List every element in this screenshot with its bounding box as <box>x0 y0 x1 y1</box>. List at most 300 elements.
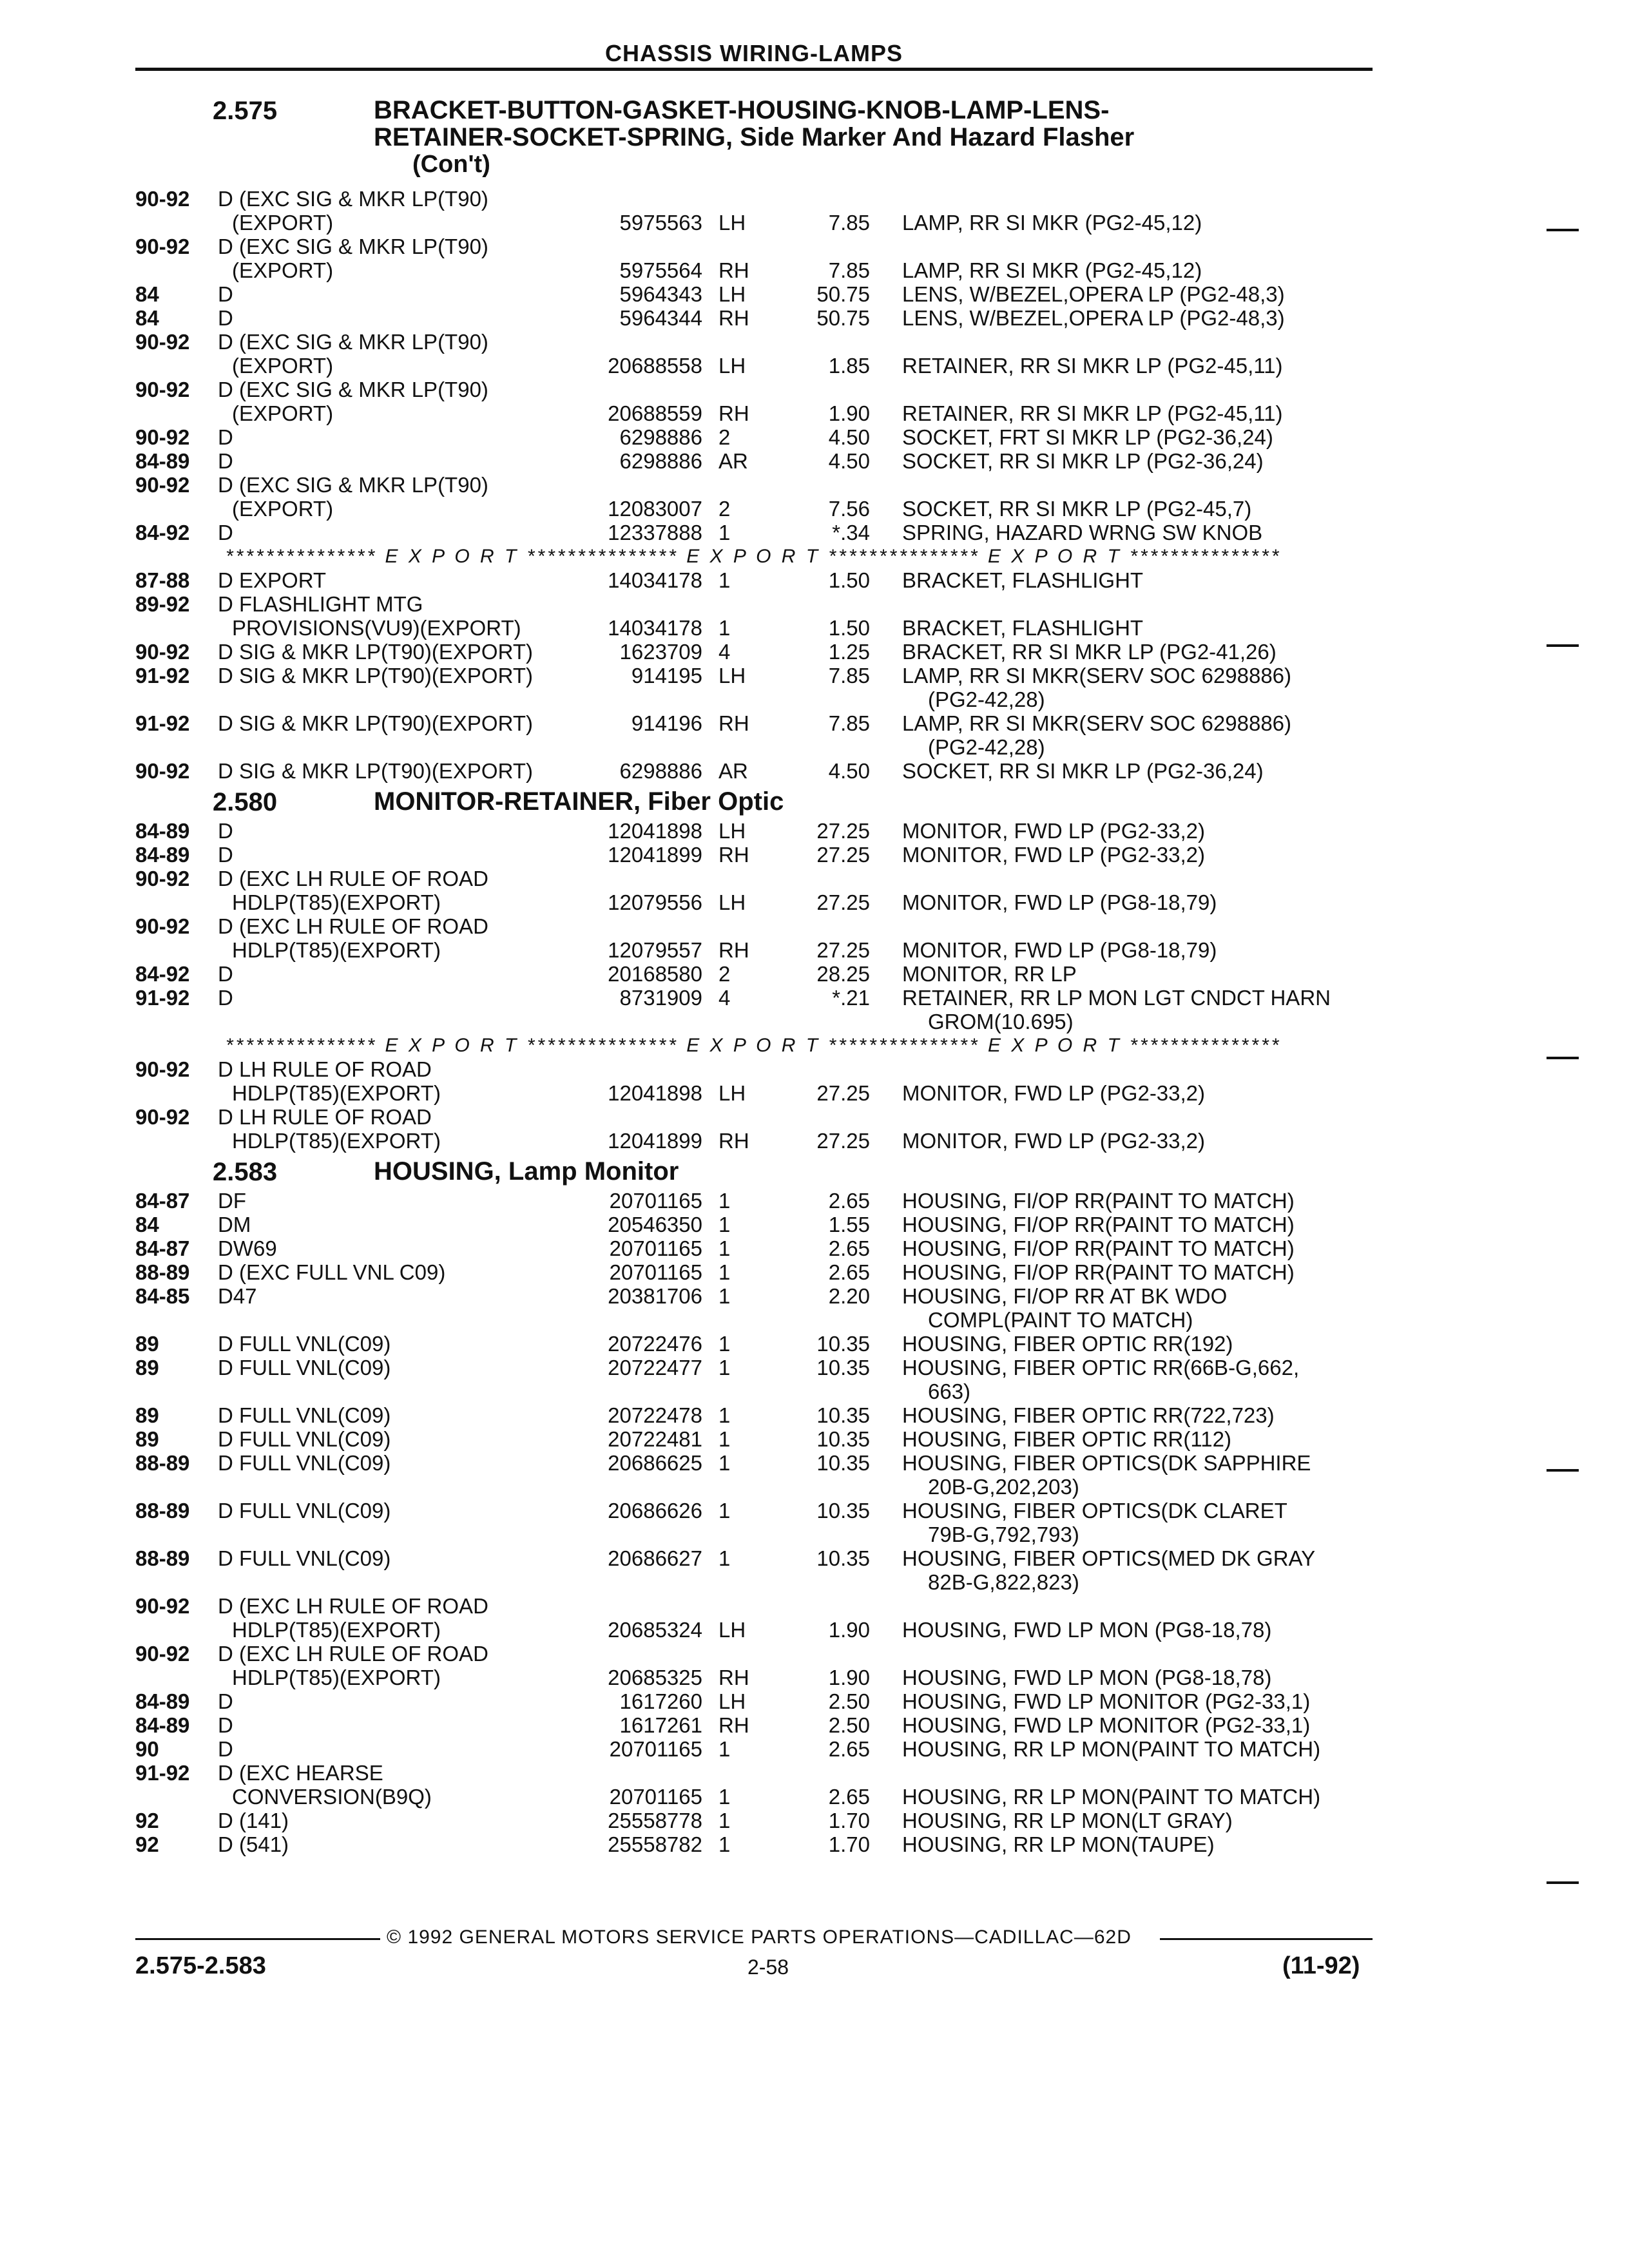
part-number: 5964344 <box>619 306 702 330</box>
part-name: LENS, W/BEZEL,OPERA LP (PG2-48,3) <box>902 282 1285 306</box>
part-name: BRACKET, FLASHLIGHT <box>902 616 1144 640</box>
usage-description: D FLASHLIGHT MTG <box>218 592 423 616</box>
usage-description-cont: HDLP(T85)(EXPORT) <box>232 1129 441 1153</box>
usage-description: D FULL VNL(C09) <box>218 1332 391 1356</box>
usage-description: D FULL VNL(C09) <box>218 1451 391 1475</box>
usage-description: D FULL VNL(C09) <box>218 1427 391 1451</box>
table-row <box>0 187 1629 235</box>
part-name: BRACKET, RR SI MKR LP (PG2-41,26) <box>902 640 1277 664</box>
table-row <box>0 1809 1629 1832</box>
table-row <box>0 843 1629 867</box>
model-years: 90-92 <box>135 330 190 354</box>
part-name: SOCKET, RR SI MKR LP (PG2-36,24) <box>902 449 1264 473</box>
usage-description: D (EXC LH RULE OF ROAD <box>218 1642 488 1666</box>
part-name-cont: 79B-G,792,793) <box>928 1523 1079 1546</box>
part-number: 6298886 <box>619 425 702 449</box>
table-row <box>0 1403 1629 1427</box>
quantity: RH <box>718 711 749 735</box>
part-number: 20722476 <box>608 1332 702 1356</box>
usage-description: D LH RULE OF ROAD <box>218 1105 432 1129</box>
quantity: LH <box>718 1618 746 1642</box>
quantity: LH <box>718 282 746 306</box>
separator-space <box>519 1035 526 1056</box>
price: 4.50 <box>828 449 870 473</box>
table-row <box>0 592 1629 640</box>
usage-description: D <box>218 819 233 843</box>
part-number: 25558778 <box>608 1809 702 1832</box>
part-number: 1617261 <box>619 1713 702 1737</box>
separator-space <box>519 546 526 567</box>
margin-tick <box>1547 1469 1579 1472</box>
section-subtitle: Lamp Monitor <box>508 1157 679 1186</box>
quantity: 1 <box>718 1260 731 1284</box>
price: 27.25 <box>816 938 870 962</box>
section-number: 2.575 <box>213 97 278 125</box>
part-name-cont: (PG2-42,28) <box>928 687 1045 711</box>
usage-description-cont: HDLP(T85)(EXPORT) <box>232 1081 441 1105</box>
model-years: 90-92 <box>135 1594 190 1618</box>
part-number: 1623709 <box>619 640 702 664</box>
part-number: 6298886 <box>619 449 702 473</box>
section-heading <box>0 788 1629 819</box>
part-name: HOUSING, FIBER OPTIC RR(112) <box>902 1427 1231 1451</box>
section-heading <box>0 1158 1629 1189</box>
part-name: HOUSING, RR LP MON(LT GRAY) <box>902 1809 1233 1832</box>
usage-description: DF <box>218 1189 246 1213</box>
quantity: LH <box>718 819 746 843</box>
header-rule <box>135 68 1373 71</box>
price: 28.25 <box>816 962 870 986</box>
price: 1.90 <box>828 1618 870 1642</box>
usage-description: D47 <box>218 1284 257 1308</box>
quantity: 1 <box>718 1236 731 1260</box>
part-name: HOUSING, FWD LP MON (PG8-18,78) <box>902 1618 1272 1642</box>
usage-description-cont: CONVERSION(B9Q) <box>232 1785 432 1809</box>
usage-description: D SIG & MKR LP(T90)(EXPORT) <box>218 664 533 687</box>
model-years: 90 <box>135 1737 159 1761</box>
price: 2.65 <box>828 1785 870 1809</box>
model-years: 84-87 <box>135 1189 190 1213</box>
part-number: 12079557 <box>608 938 702 962</box>
table-row <box>0 640 1629 664</box>
part-number: 5975564 <box>619 258 702 282</box>
quantity: LH <box>718 1689 746 1713</box>
price: 2.65 <box>828 1737 870 1761</box>
part-name: HOUSING, RR LP MON(PAINT TO MATCH) <box>902 1737 1321 1761</box>
quantity: 1 <box>718 1832 731 1856</box>
quantity: 1 <box>718 521 731 544</box>
price: 7.85 <box>828 711 870 735</box>
part-name: HOUSING, FI/OP RR(PAINT TO MATCH) <box>902 1260 1295 1284</box>
table-row <box>0 1832 1629 1856</box>
quantity: RH <box>718 306 749 330</box>
part-number: 20722478 <box>608 1403 702 1427</box>
part-name: MONITOR, FWD LP (PG2-33,2) <box>902 1081 1206 1105</box>
model-years: 90-92 <box>135 1105 190 1129</box>
parts-list <box>0 97 1629 1856</box>
part-number: 1617260 <box>619 1689 702 1713</box>
usage-description: D (EXC SIG & MKR LP(T90) <box>218 473 488 497</box>
section-heading <box>0 97 1629 187</box>
part-number: 20701165 <box>609 1737 702 1761</box>
quantity: 1 <box>718 1451 731 1475</box>
part-name: LAMP, RR SI MKR(SERV SOC 6298886) <box>902 664 1292 687</box>
price: 10.35 <box>816 1332 870 1356</box>
part-number: 6298886 <box>619 759 702 783</box>
table-row <box>0 1499 1629 1546</box>
model-years: 90-92 <box>135 914 190 938</box>
section-continued: (Con't) <box>412 151 490 178</box>
part-name-cont: (PG2-42,28) <box>928 735 1045 759</box>
usage-description: D LH RULE OF ROAD <box>218 1057 432 1081</box>
table-row <box>0 282 1629 306</box>
price: 10.35 <box>816 1403 870 1427</box>
part-name: LAMP, RR SI MKR (PG2-45,12) <box>902 211 1202 235</box>
margin-tick <box>1547 644 1579 647</box>
model-years: 88-89 <box>135 1260 190 1284</box>
price: 10.35 <box>816 1451 870 1475</box>
model-years: 91-92 <box>135 664 190 687</box>
part-number: 12041899 <box>608 1129 702 1153</box>
price: 1.50 <box>828 568 870 592</box>
model-years: 84-92 <box>135 521 190 544</box>
usage-description: D (EXC FULL VNL C09) <box>218 1260 446 1284</box>
section-number: 2.583 <box>213 1158 278 1186</box>
table-row <box>0 306 1629 330</box>
quantity: AR <box>718 759 748 783</box>
price: 2.65 <box>828 1236 870 1260</box>
price: 1.55 <box>828 1213 870 1236</box>
usage-description: D <box>218 1737 233 1761</box>
price: 1.85 <box>828 354 870 378</box>
table-row <box>0 1332 1629 1356</box>
usage-description: D EXPORT <box>218 568 327 592</box>
usage-description-cont: HDLP(T85)(EXPORT) <box>232 938 441 962</box>
table-row <box>0 1451 1629 1499</box>
export-separator <box>226 544 1629 568</box>
price: 27.25 <box>816 819 870 843</box>
quantity: 2 <box>718 425 731 449</box>
model-years: 88-89 <box>135 1451 190 1475</box>
table-row <box>0 711 1629 759</box>
usage-description: D FULL VNL(C09) <box>218 1403 391 1427</box>
footer-rule-right <box>1160 1938 1373 1940</box>
separator-stars: *************** <box>828 1035 988 1056</box>
export-label: E X P O R T <box>686 1035 821 1056</box>
model-years: 89 <box>135 1332 159 1356</box>
part-name-cont: 663) <box>928 1379 971 1403</box>
section-title-line2: RETAINER-SOCKET-SPRING, Side Marker And Hazard Flasher <box>374 123 1135 151</box>
usage-description: D FULL VNL(C09) <box>218 1499 391 1523</box>
table-row <box>0 1189 1629 1213</box>
part-number: 5975563 <box>619 211 702 235</box>
separator-stars: *************** <box>1130 1035 1282 1056</box>
quantity: RH <box>718 1713 749 1737</box>
model-years: 90-92 <box>135 867 190 890</box>
usage-description: D SIG & MKR LP(T90)(EXPORT) <box>218 640 533 664</box>
price: 1.70 <box>828 1809 870 1832</box>
part-number: 20168580 <box>608 962 702 986</box>
table-row <box>0 819 1629 843</box>
part-name: HOUSING, RR LP MON(TAUPE) <box>902 1832 1215 1856</box>
model-years: 88-89 <box>135 1499 190 1523</box>
usage-description: D SIG & MKR LP(T90)(EXPORT) <box>218 759 533 783</box>
usage-description-cont: (EXPORT) <box>232 497 334 521</box>
model-years: 88-89 <box>135 1546 190 1570</box>
spacer <box>0 1153 1629 1158</box>
part-name-cont: 82B-G,822,823) <box>928 1570 1079 1594</box>
export-separator <box>226 1033 1629 1057</box>
part-name: HOUSING, FI/OP RR AT BK WDO <box>902 1284 1228 1308</box>
price: 10.35 <box>816 1427 870 1451</box>
table-row <box>0 1761 1629 1809</box>
usage-description: D <box>218 449 233 473</box>
usage-description-cont: (EXPORT) <box>232 258 334 282</box>
quantity: 4 <box>718 986 731 1010</box>
table-row <box>0 1546 1629 1594</box>
table-row <box>0 235 1629 282</box>
part-name: RETAINER, RR SI MKR LP (PG2-45,11) <box>902 401 1283 425</box>
quantity: 1 <box>718 1284 731 1308</box>
part-number: 914195 <box>631 664 702 687</box>
part-name: HOUSING, FIBER OPTICS(DK CLARET <box>902 1499 1287 1523</box>
footer-rule-left <box>135 1938 380 1940</box>
part-number: 20701165 <box>609 1785 702 1809</box>
part-number: 12041898 <box>608 1081 702 1105</box>
quantity: 1 <box>718 1809 731 1832</box>
table-row <box>0 962 1629 986</box>
quantity: 1 <box>718 568 731 592</box>
separator-stars: *************** <box>526 546 687 567</box>
table-row <box>0 867 1629 914</box>
part-number: 12083007 <box>608 497 702 521</box>
table-row <box>0 1427 1629 1451</box>
price: 2.65 <box>828 1260 870 1284</box>
section-title-main: MONITOR-RETAINER, <box>374 787 641 816</box>
part-name: SPRING, HAZARD WRNG SW KNOB <box>902 521 1263 544</box>
model-years: 90-92 <box>135 1642 190 1666</box>
price: 7.85 <box>828 258 870 282</box>
part-number: 20546350 <box>608 1213 702 1236</box>
part-name: MONITOR, FWD LP (PG2-33,2) <box>902 843 1206 867</box>
usage-description: D <box>218 306 233 330</box>
price: 10.35 <box>816 1356 870 1379</box>
page-header <box>135 40 1373 67</box>
part-name: HOUSING, FIBER OPTIC RR(192) <box>902 1332 1233 1356</box>
part-name: LAMP, RR SI MKR(SERV SOC 6298886) <box>902 711 1292 735</box>
separator-space <box>1122 546 1130 567</box>
part-name: HOUSING, FI/OP RR(PAINT TO MATCH) <box>902 1236 1295 1260</box>
model-years: 84 <box>135 282 159 306</box>
usage-description: D <box>218 843 233 867</box>
part-name: HOUSING, FWD LP MON (PG8-18,78) <box>902 1666 1272 1689</box>
usage-description: D <box>218 1713 233 1737</box>
separator-stars: *************** <box>526 1035 687 1056</box>
model-years: 84-92 <box>135 962 190 986</box>
part-number: 12337888 <box>608 521 702 544</box>
part-name: MONITOR, RR LP <box>902 962 1077 986</box>
part-name: MONITOR, FWD LP (PG2-33,2) <box>902 1129 1206 1153</box>
part-number: 20722477 <box>608 1356 702 1379</box>
footer-section-range: 2.575-2.583 <box>135 1952 266 1979</box>
model-years: 90-92 <box>135 473 190 497</box>
quantity: LH <box>718 664 746 687</box>
quantity: RH <box>718 1666 749 1689</box>
section-title-text <box>374 97 1340 151</box>
section-title-text <box>374 788 1340 815</box>
section-subtitle: Fiber Optic <box>648 787 784 816</box>
part-number: 20701165 <box>609 1260 702 1284</box>
price: 7.56 <box>828 497 870 521</box>
quantity: RH <box>718 401 749 425</box>
part-number: 12079556 <box>608 890 702 914</box>
model-years: 90-92 <box>135 1057 190 1081</box>
part-name: SOCKET, RR SI MKR LP (PG2-36,24) <box>902 759 1264 783</box>
quantity: LH <box>718 211 746 235</box>
table-row <box>0 1284 1629 1332</box>
model-years: 91-92 <box>135 711 190 735</box>
table-row <box>0 330 1629 378</box>
price: *.21 <box>832 986 870 1010</box>
title-space <box>641 787 648 816</box>
part-number: 20686625 <box>608 1451 702 1475</box>
price: 2.50 <box>828 1713 870 1737</box>
quantity: LH <box>718 354 746 378</box>
model-years: 89 <box>135 1356 159 1379</box>
part-name: HOUSING, FIBER OPTICS(MED DK GRAY <box>902 1546 1316 1570</box>
table-row <box>0 568 1629 592</box>
part-number: 20686626 <box>608 1499 702 1523</box>
usage-description-cont: HDLP(T85)(EXPORT) <box>232 1618 441 1642</box>
part-name: MONITOR, FWD LP (PG8-18,79) <box>902 890 1217 914</box>
quantity: 1 <box>718 1546 731 1570</box>
separator-stars: *************** <box>226 1035 385 1056</box>
table-row <box>0 521 1629 544</box>
price: 2.65 <box>828 1189 870 1213</box>
price: 2.50 <box>828 1689 870 1713</box>
part-number: 14034178 <box>608 568 702 592</box>
price: 4.50 <box>828 759 870 783</box>
price: 1.25 <box>828 640 870 664</box>
part-name: HOUSING, FWD LP MONITOR (PG2-33,1) <box>902 1689 1311 1713</box>
quantity: 1 <box>718 1332 731 1356</box>
separator-space <box>820 546 828 567</box>
quantity: 2 <box>718 497 731 521</box>
part-name-cont: 20B-G,202,203) <box>928 1475 1079 1499</box>
price: 1.90 <box>828 401 870 425</box>
separator-stars: *************** <box>828 546 988 567</box>
footer-copyright: © 1992 GENERAL MOTORS SERVICE PARTS OPERATIONS—CADILLAC—62D <box>387 1927 1132 1948</box>
usage-description: D SIG & MKR LP(T90)(EXPORT) <box>218 711 533 735</box>
table-row <box>0 1236 1629 1260</box>
part-name: HOUSING, FIBER OPTIC RR(66B-G,662, <box>902 1356 1300 1379</box>
price: 7.85 <box>828 211 870 235</box>
quantity: RH <box>718 258 749 282</box>
export-label: E X P O R T <box>686 546 821 567</box>
price: 7.85 <box>828 664 870 687</box>
table-row <box>0 449 1629 473</box>
table-row <box>0 1057 1629 1105</box>
footer-date: (11-92) <box>1282 1952 1360 1979</box>
quantity: LH <box>718 890 746 914</box>
quantity: 1 <box>718 1403 731 1427</box>
quantity: RH <box>718 1129 749 1153</box>
model-years: 90-92 <box>135 378 190 401</box>
part-number: 20701165 <box>609 1189 702 1213</box>
model-years: 92 <box>135 1809 159 1832</box>
part-number: 20685325 <box>608 1666 702 1689</box>
usage-description-cont: (EXPORT) <box>232 354 334 378</box>
part-number: 8731909 <box>619 986 702 1010</box>
usage-description: D (EXC SIG & MKR LP(T90) <box>218 378 488 401</box>
section-number: 2.580 <box>213 788 278 816</box>
model-years: 90-92 <box>135 640 190 664</box>
price: 2.20 <box>828 1284 870 1308</box>
price: 50.75 <box>816 282 870 306</box>
table-row <box>0 473 1629 521</box>
table-row <box>0 759 1629 783</box>
part-name: HOUSING, RR LP MON(PAINT TO MATCH) <box>902 1785 1321 1809</box>
usage-description: D (141) <box>218 1809 289 1832</box>
table-row <box>0 664 1629 711</box>
usage-description: D (EXC LH RULE OF ROAD <box>218 867 488 890</box>
model-years: 89-92 <box>135 592 190 616</box>
part-number: 25558782 <box>608 1832 702 1856</box>
part-name: HOUSING, FWD LP MONITOR (PG2-33,1) <box>902 1713 1311 1737</box>
model-years: 90-92 <box>135 425 190 449</box>
part-number: 12041899 <box>608 843 702 867</box>
table-row <box>0 1689 1629 1713</box>
part-name: RETAINER, RR LP MON LGT CNDCT HARN <box>902 986 1331 1010</box>
margin-tick <box>1547 229 1579 231</box>
quantity: 1 <box>718 616 731 640</box>
model-years: 84-87 <box>135 1236 190 1260</box>
usage-description: D (EXC LH RULE OF ROAD <box>218 1594 488 1618</box>
model-years: 84 <box>135 1213 159 1236</box>
model-years: 87-88 <box>135 568 190 592</box>
price: 27.25 <box>816 1129 870 1153</box>
usage-description-cont: (EXPORT) <box>232 401 334 425</box>
usage-description: D (EXC SIG & MKR LP(T90) <box>218 235 488 258</box>
part-number: 914196 <box>631 711 702 735</box>
part-number: 12041898 <box>608 819 702 843</box>
separator-space <box>820 1035 828 1056</box>
table-row <box>0 1737 1629 1761</box>
usage-description: DM <box>218 1213 251 1236</box>
export-label: E X P O R T <box>987 546 1122 567</box>
usage-description: D (EXC HEARSE <box>218 1761 383 1785</box>
table-row <box>0 1213 1629 1236</box>
usage-description: D <box>218 425 233 449</box>
table-row <box>0 425 1629 449</box>
table-row <box>0 1260 1629 1284</box>
part-number: 20685324 <box>608 1618 702 1642</box>
price: 1.70 <box>828 1832 870 1856</box>
model-years: 90-92 <box>135 187 190 211</box>
separator-stars: *************** <box>1130 546 1282 567</box>
model-years: 84-85 <box>135 1284 190 1308</box>
part-name: LENS, W/BEZEL,OPERA LP (PG2-48,3) <box>902 306 1285 330</box>
usage-description: D <box>218 282 233 306</box>
part-name-cont: GROM(10.695) <box>928 1010 1074 1033</box>
footer-page-number: 2-58 <box>747 1956 789 1979</box>
part-name: MONITOR, FWD LP (PG8-18,79) <box>902 938 1217 962</box>
quantity: 1 <box>718 1213 731 1236</box>
usage-description-cont: PROVISIONS(VU9)(EXPORT) <box>232 616 521 640</box>
part-number: 20686627 <box>608 1546 702 1570</box>
part-name: RETAINER, RR SI MKR LP (PG2-45,11) <box>902 354 1283 378</box>
quantity: 1 <box>718 1737 731 1761</box>
